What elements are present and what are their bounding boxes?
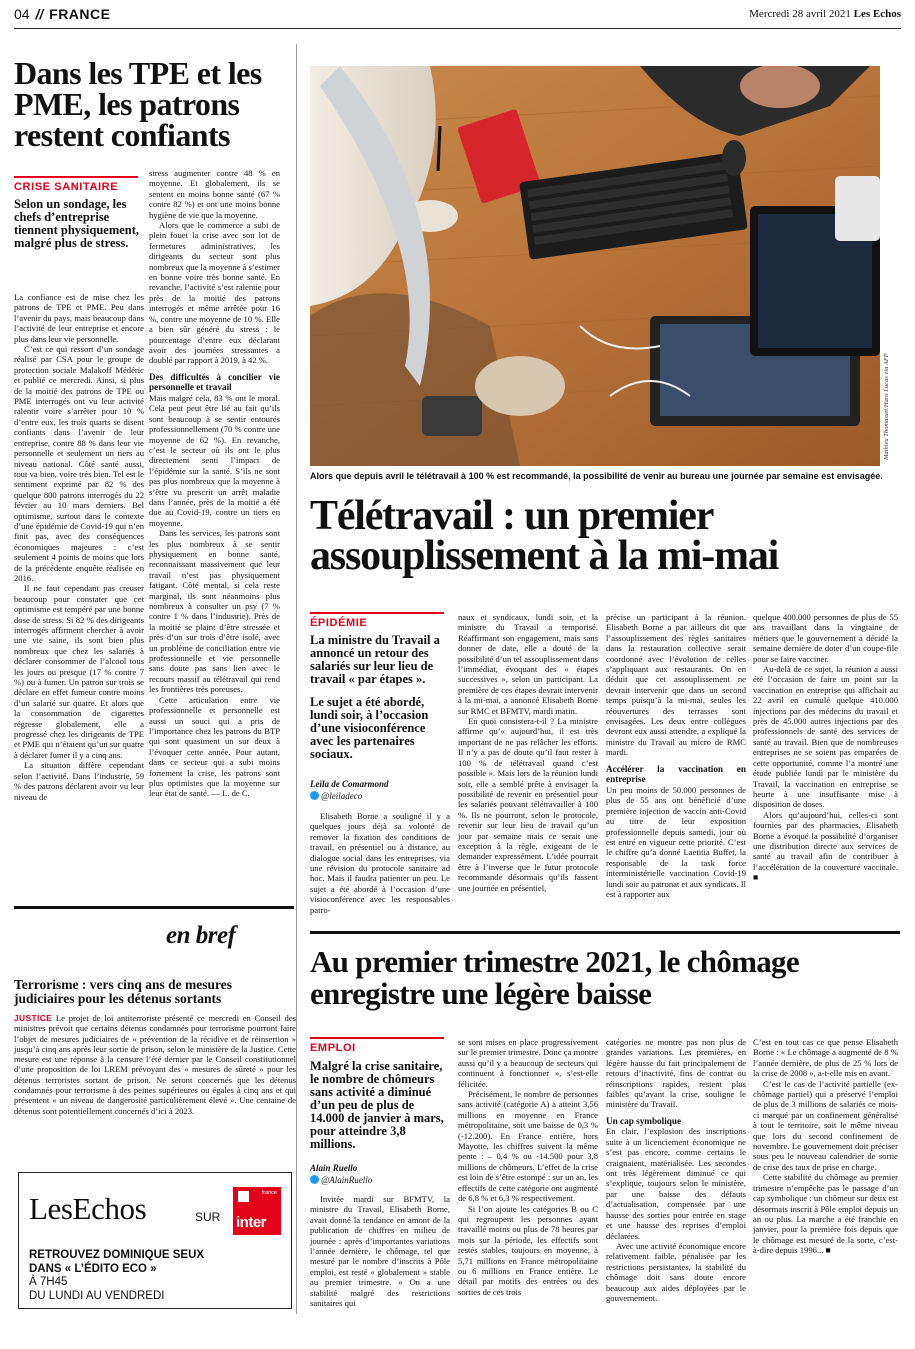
lesechos-logo: LesEchos (29, 1191, 147, 1226)
article2-chapo (310, 634, 450, 761)
article-photo (310, 66, 880, 466)
paragraph: Il ne faut cependant pas creuser beaucoup pour constater que cet optimisme est tempéré par une bonne dose de stress. Si 82 % des dirigeants interrogés affirment chercher à avoir une vie saine, ils sont bien plus nombreux que chez les salariés à déclarer consommer de l’alcool tous les jours ou presque (17 % contre 7 %) ou à fumer. Un patron sur trois se déclare en effet fumeur contre moins d’un salarié sur quatre. Et alors que la consommation de cigarettes régresse globalement, elle a progressé chez les dirigeants de TPE et PME qui n’étaient qu’un sur quatre à déclarer fumer il y a cinq ans. (14, 583, 144, 760)
paragraph: quelque 400.000 personnes de plus de 55 ans travaillant dans la vingtaine de métiers que le gouvernement a décidé la semaine dernière de doter d’un coupe-file pour se faire vacciner. (753, 612, 898, 664)
paragraph: Invitée mardi sur BFMTV, la ministre du Travail, Elisabeth Borne, avait donné la tendance en amont de la publication de chiffres en milieu de journée : après d’importantes variations l’année dernière, le chômage, tel que mesuré par le nombre d’inscrits à Pôle emploi, est resté « globalement » stable au premier trimestre. « On a une stabilité malgré des restrictions sanitaires qui (310, 1194, 450, 1309)
radio-promo-box[interactable] (18, 1172, 292, 1309)
article1-kicker: CRISE SANITAIRE (14, 181, 119, 193)
paragraph: Cette stabilité du chômage au premier trimestre n’empêche pas le passage d’un cap symbolique : un chômeur sur deux est désormais inscrit à Pôle emploi depuis un an ou plus. La marche a été franchie en janvier, pour la première fois depuis que le chômage est mesuré de la sorte, c’est-à-dire depuis 1996... ■ (753, 1172, 898, 1256)
paragraph: Mais malgré cela, 83 % ont le moral. Cela peut peut être lié au fait qu’ils sont beaucoup à se sentir entourés professionnellement (70 % contre une moyenne de 62 %). En revanche, c’est le secteur où ils ont le plus directement senti l’impact de l’épidémie sur la santé. S’ils ne sont pas plus nombreux que la moyenne à s’être vu prescrit un arrêt maladie dans l’année, près de la moitié a été due au Covid-19, contre un tiers en moyenne. (149, 392, 280, 528)
section-slashes: // (35, 6, 44, 22)
article3-byline (310, 1162, 450, 1186)
paragraph: se sont mises en place progressivement sur le premier trimestre. Donc ça montre aussi qu’il y a beaucoup de secteurs qui continuent à fonctionner », s’est-elle félicitée. (458, 1037, 598, 1089)
article3-intertitle: Un cap symbolique (606, 1115, 682, 1126)
paragraph: Cette articulation entre vie professionnelle et personnelle est aussi un souci qui a pris de l’importance chez les patrons du BTP qui sont quasiment un sur deux à l’évoquer cette année. Pour autant, dans ce secteur qui a subi moins fortement la crise, les patrons sont plus optimistes que la moyenne sur leur état de santé. — L. de C. (149, 694, 280, 799)
article3-column-1 (310, 1194, 450, 1308)
article1-intertitle: Des difficultés à concilier vie personnelle et travail (149, 371, 280, 393)
article2-chapo-2: Le sujet a été abordé, lundi soir, à l’occasion d’une visioconférence avec les partenaires sociaux. (310, 695, 429, 761)
paragraph: Dans les services, les patrons sont les plus nombreux à se sentir physiquement en bonne santé, reconnaissant massivement que leur travail n’est pas physiquement fatigant. Côté mental, si cela reste marginal, ils sont néanmoins plus nombreux à consulter un psy (7 % contre 1 % dans l’industrie). Près de la moitié se plaint d’être stressée et près d’un sur trois d’être isolé, avec un problème de conciliation entre vie professionnelle et vie personnelle sans doute pas sans lien avec le recours massif au télétravail qui rend les frontières très poreuses. (149, 528, 280, 695)
promo-line-2: DANS « L’ÉDITO ECO » (29, 1262, 157, 1275)
article3-column-3 (606, 1037, 746, 1303)
section-rule (310, 931, 900, 934)
article3-column-2 (458, 1037, 598, 1297)
paragraph: Alors que le commerce a subi de plein fouet la crise avec son lot de fermetures administratives, les dirigeants du secteur sont plus nombreux que la moyenne à s’estimer en bonne voire très bonne santé. En revanche, l’activité s’est ralentie pour près de la moitié des patrons interrogés et même arrêtée pour 16 %, contre une moyenne de 10 %. Elle a bien sûr généré du stress : le pourcentage d’entre eux déclarant avoir des journées stressantes a doublé par rapport à 2019, à 42 %. (149, 220, 281, 366)
paragraph: C’est ce qui ressort d’un sondage réalisé par CSA pour le groupe de protection sociale Malakoff Médéric et publié ce mercredi. Ainsi, si plus de la moitié des patrons de TPE ou PME interrogés ont vu leur activité ralentir voire s’arrêter pour 10 % d’entre eux, les trois quarts se disent confiants dans l’avenir de leur entreprise, contre 88 % dans leur vie personnelle et seulement un tiers au niveau national. Côté santé aussi, tout va bien, voire très bien. Tel est le sentiment exprimé par 82 % des quelque 800 patrons interrogés du 22 février au 10 mars derniers. Bel optimisme, surtout dans le contexte d’une épidémie de Covid-19 qui n’en finit pas, avec des conséquences économiques majeures : c’est seulement 4 points de moins que lors de la précédente enquête réalisée en 2016. (14, 344, 144, 583)
dateline (749, 8, 901, 20)
photo-caption: Alors que depuis avril le télétravail à 100 % est recommandé, la possibilité de venir au bureau une journée par semaine est envisagée. (310, 471, 883, 481)
paragraph: En quoi consistera-t-il ? La ministre affirme qu’« aujourd’hui, il est très important de ne pas relâcher les efforts. Il n’y a pas de doute qu’il faut rester à 100 % de télétravail quand c’est possible ». Mais lors de la réunion lundi soir, elle a semblé prête à envisager la possibilité de revenir en présentiel pour les salariés pouvant télétravailler à 100 %. Ils ne pourront, selon le protocole, revenir sur leur lieu de travail qu’un jour par semaine mais ce serait une exception à la règle, exigeant de le demander expressément. L’idée pourrait être à l’inverse que le futur protocole recommande désormais qu’ils fassent une journée en présentiel, (458, 716, 598, 893)
promo-text (29, 1249, 285, 1303)
france-inter-brand: france (261, 1190, 277, 1196)
article1-column-1 (14, 292, 144, 802)
article2-column-4 (753, 612, 898, 883)
header-rule (14, 28, 901, 29)
paragraph: Elisabeth Borne a souligné il y a quelques jours déjà sa volonté de remover la fixation des conditions de travail, en présentiel ou à distance, au dialogue social dans les entreprises, via une révision du protocole sanitaire ad hoc. Mais il faudra patienter un peu. Le sujet a été abordé à l’occasion d’une visioconférence avec les responsables patro- (310, 811, 450, 915)
france-inter-logo (233, 1187, 281, 1235)
article1-title: Dans les TPE et les PME, les patrons restent confiants (14, 55, 262, 153)
twitter-icon (310, 1175, 319, 1184)
article2-column-2 (458, 612, 598, 893)
article2-chapo-1: La ministre du Travail a annoncé un retour des salariés sur leur lieu de travail « par étapes ». (310, 633, 440, 686)
paragraph: précise un participant à la réunion. Elisabeth Borne a par ailleurs dit que l’assouplissement des règles sanitaires dans la restauration collective serait coordonné avec l’évolution de celles s’appliquant aux restaurants. On en déduit que cet assouplissement ne devrait intervenir que dans un second temps puisqu’à la mi-mai, seules les réouvertures des terrasses sont envisagées. Les deux entre collègues devront eux aussi attendre, a expliqué la ministre du Travail au micro de RMC mardi. (606, 612, 746, 758)
paragraph: Un peu moins de 50.000 personnes de plus de 55 ans ont bénéficié d’une première injection de vaccin anti-Covid au titre de leur exposition professionnelle depuis samedi, jour où est entré en vigueur cette priorité. C’est le chiffre qu’a donné Laetitia Buffet, la responsable de la task force interministérielle vaccination Covid-19 lundi soir au patronat et aux syndicats. Il est à rapporter aux (606, 784, 746, 899)
article3-kicker-box (310, 1037, 444, 1054)
france-inter-square-icon (238, 1191, 249, 1202)
article3-title: Au premier trimestre 2021, le chômage enregistre une légère baisse (310, 944, 799, 1011)
france-inter-name: inter (236, 1214, 267, 1231)
page-number: 04 (14, 6, 30, 22)
article2-column-3 (606, 612, 746, 899)
issue-date: Mercredi 28 avril 2021 (749, 8, 851, 20)
article2-intertitle: Accélérer la vaccination en entreprise (606, 763, 746, 785)
article3-twitter[interactable] (310, 1174, 450, 1186)
paragraph: Avec une activité économique encore relativement faible, pénalisée par les restrictions persistantes, la stabilité du chômage doit sans doute encore beaucoup aux aides déployées par le gouvernement. (606, 1240, 746, 1303)
publication-name: Les Echos (853, 8, 901, 20)
article3-author: Alain Ruello (310, 1163, 358, 1173)
paragraph: Si l’on ajoute les catégories B ou C qui regroupent les personnes ayant travaillé moins ou plus de 78 heures par mois sur la période, les effectifs sont restés stables, toujours en moyenne, à 5,71 millions en France métropolitaine ou 6 millions en France entière. Le détail par motifs des entrées ou des sorties de ces trois (458, 1203, 598, 1297)
photo-credit: Mathieu Thomasset/Hans Lucas via AFP (883, 353, 890, 460)
section-name: FRANCE (49, 6, 111, 22)
paragraph: Précisément, le nombre de personnes sans activité (catégorie A) a atteint 3,56 millions en moyenne en France métropolitaine, soit une baisse de 0,3 % (-12.200). En France entière, hors Mayotte, les chiffres suivent la même pente : – 0,4 % ou -14.500 pour 3,8 millions de chômeurs. L’effet de la crise est loin de s’être estompé : sur un an, les effectifs de cette catégorie ont augmenté de 6,8 % et 6,3 % respectivement. (458, 1089, 598, 1204)
en-bref-title: Terrorisme : vers cinq ans de mesures judiciaires pour les détenus sortants (14, 977, 232, 1006)
page-section-label (14, 6, 110, 22)
paragraph: naux et syndicaux, lundi soir, et la ministre du Travail a temporisé. Réaffirmant son engagement, mais sans donner de date, elle a douté de la possibilité d’un tel assouplissement dans l’immédiat, évoquant des « étapes successives », selon un participant. La première de ces étapes devrait intervenir à la mi-mai, a annoncé Elisabeth Borne sur RMC et BFMTV, mardi matin. (458, 612, 598, 716)
article1-chapo: Selon un sondage, les chefs d’entreprise tiennent physiquement, malgré plus de stress. (14, 197, 140, 250)
paragraph: catégories ne montre pas non plus de grandes variations. Les premières, en légère hausse du fait principalement de retours d’inactivité, fins de contrat ou réinscriptions rapides, restent plus faibles qu’avant la crise, souligne le ministère du Travail. (606, 1037, 746, 1110)
page-header (14, 6, 901, 26)
paragraph: La situation diffère cependant selon l’activité. Dans l’industrie, 59 % des patrons déclarent avoir vu leur niveau de (14, 760, 144, 802)
paragraph: stress augmenter contre 48 % en moyenne. Et globalement, ils se sentent en moins bonne santé (67 % contre 82 %) et ont une moins bonne hygiène de vie que la moyenne. (149, 168, 280, 220)
paragraph: C’est le cas de l’activité partielle (ex-chômage partiel) qui a préservé l’emploi de plus de 3 millions de salariés ce mois-ci marqué par un confinement généralisé à tout le territoire, soit le même niveau que lors du second confinement de novembre. Le gouvernement doit préciser sous peu le nouveau calendrier de sortie de crise des taux de prise en charge. (753, 1078, 898, 1172)
promo-line-4: DU LUNDI AU VENDREDI (29, 1289, 165, 1302)
promo-line-3: À 7H45 (29, 1276, 68, 1288)
article2-byline (310, 778, 450, 802)
paragraph: Alors qu’aujourd’hui, celles-ci sont fournies par des pharmacies, Elisabeth Borne a évoqué la possibilité d’organiser une distribution directe aux services de santé au travail afin de contribuer à l’accélération de la couverture vaccinale. ■ (753, 809, 898, 883)
article3-twitter-handle: @AlainRuello (321, 1175, 373, 1185)
promo-line-1: RETROUVEZ DOMINIQUE SEUX (29, 1249, 205, 1261)
paragraph: En clair, l’explosion des inscriptions suite à un licenciement économique ne s’est pas encore, comme certains le craignaient, matérialisée. Les secondes ont très légèrement diminué ce qui s’explique, toujours selon le ministère, par une baisse des défauts d’actualisation, compensée par une hausse des sorties pour entrée en stage et une hausse des reprises d’emploi déclarées. (606, 1126, 746, 1241)
en-bref-label: en bref (166, 922, 236, 949)
paragraph: C’est en tout cas ce que pense Elisabeth Borne : « Le chômage a augmenté de 8 % l’année dernière, de plus de 25 % lors de la crise de 2008 », a-t-elle mis en avant. (753, 1037, 898, 1079)
article3-kicker: EMPLOI (310, 1042, 356, 1054)
en-bref-text (14, 1013, 296, 1116)
paragraph: La confiance est de mise chez les patrons de TPE et PME. Peu dans l’avenir du pays, mais beaucoup dans l’activité de leur entreprise et encore plus dans leur vie personnelle. (14, 292, 144, 344)
en-bref-rule (14, 906, 294, 909)
article2-column-1 (310, 811, 450, 915)
en-bref-tag: JUSTICE (14, 1013, 53, 1023)
paragraph: Au-delà de ce sujet, la réunion a aussi été l’occasion de faire un point sur la vaccination en entreprise qui affichait au 22 avril en cumulé quelque 410.000 injections par des médecins du travail et près de 45.000 autres injections par des professionnels de santé des services de santé au travail. Bien que de nombreuses entreprises ne se soient pas emparées de cette opportunité, comme l’a montré une étude publiée lundi par le ministère du Travail, la vaccination en entreprise se heurte à une insuffisante mise à disposition de doses. (753, 664, 898, 810)
article2-title: Télétravail : un premier assouplissement à la mi-mai (310, 493, 779, 579)
twitter-icon (310, 791, 319, 800)
en-bref-body: Le projet de loi antiterroriste présenté ce mercredi en Conseil des ministres prévoit que certains détenus condamnés pour terrorisme pourront faire l’objet de mesures judiciaires de « prévention de la récidive et de réinsertion » jusqu’à cinq ans après leur sortie de prison, selon le ministère de la Justice. Cette mesure est une réponse à la censure l’été dernier par le Conseil constitutionnel d’une proposition de loi LREM prévoyant des « mesures de sûreté » pour les détenus terroristes sortant de prison. Ne seront concernés que les détenus condamnés pour terrorisme à des peines supérieures ou égales à cinq ans et qui présentent « un niveau de dangerosité particulièrement élevé ». Une centaine de détenus sont potentiellement concernés d’ici à 2023. (14, 1013, 296, 1116)
article2-twitter-handle: @leiladeco (321, 791, 363, 801)
telework-desk-photo-illustration (310, 66, 880, 466)
article3-column-4 (753, 1037, 898, 1256)
article2-author: Leïla de Comarmond (310, 779, 389, 789)
article2-kicker: ÉPIDÉMIE (310, 617, 368, 629)
article1-kicker-box (14, 176, 138, 193)
article1-column-2 (149, 168, 280, 799)
article2-twitter[interactable] (310, 790, 450, 802)
column-divider (296, 44, 297, 1314)
article2-kicker-box (310, 612, 444, 629)
article3-chapo: Malgré la crise sanitaire, le nombre de chômeurs sans activité a diminué d’un peu de plus de 14.000 de janvier à mars, pour atteindre 3,8 millions. (310, 1059, 444, 1151)
promo-sur: SUR (195, 1210, 221, 1224)
